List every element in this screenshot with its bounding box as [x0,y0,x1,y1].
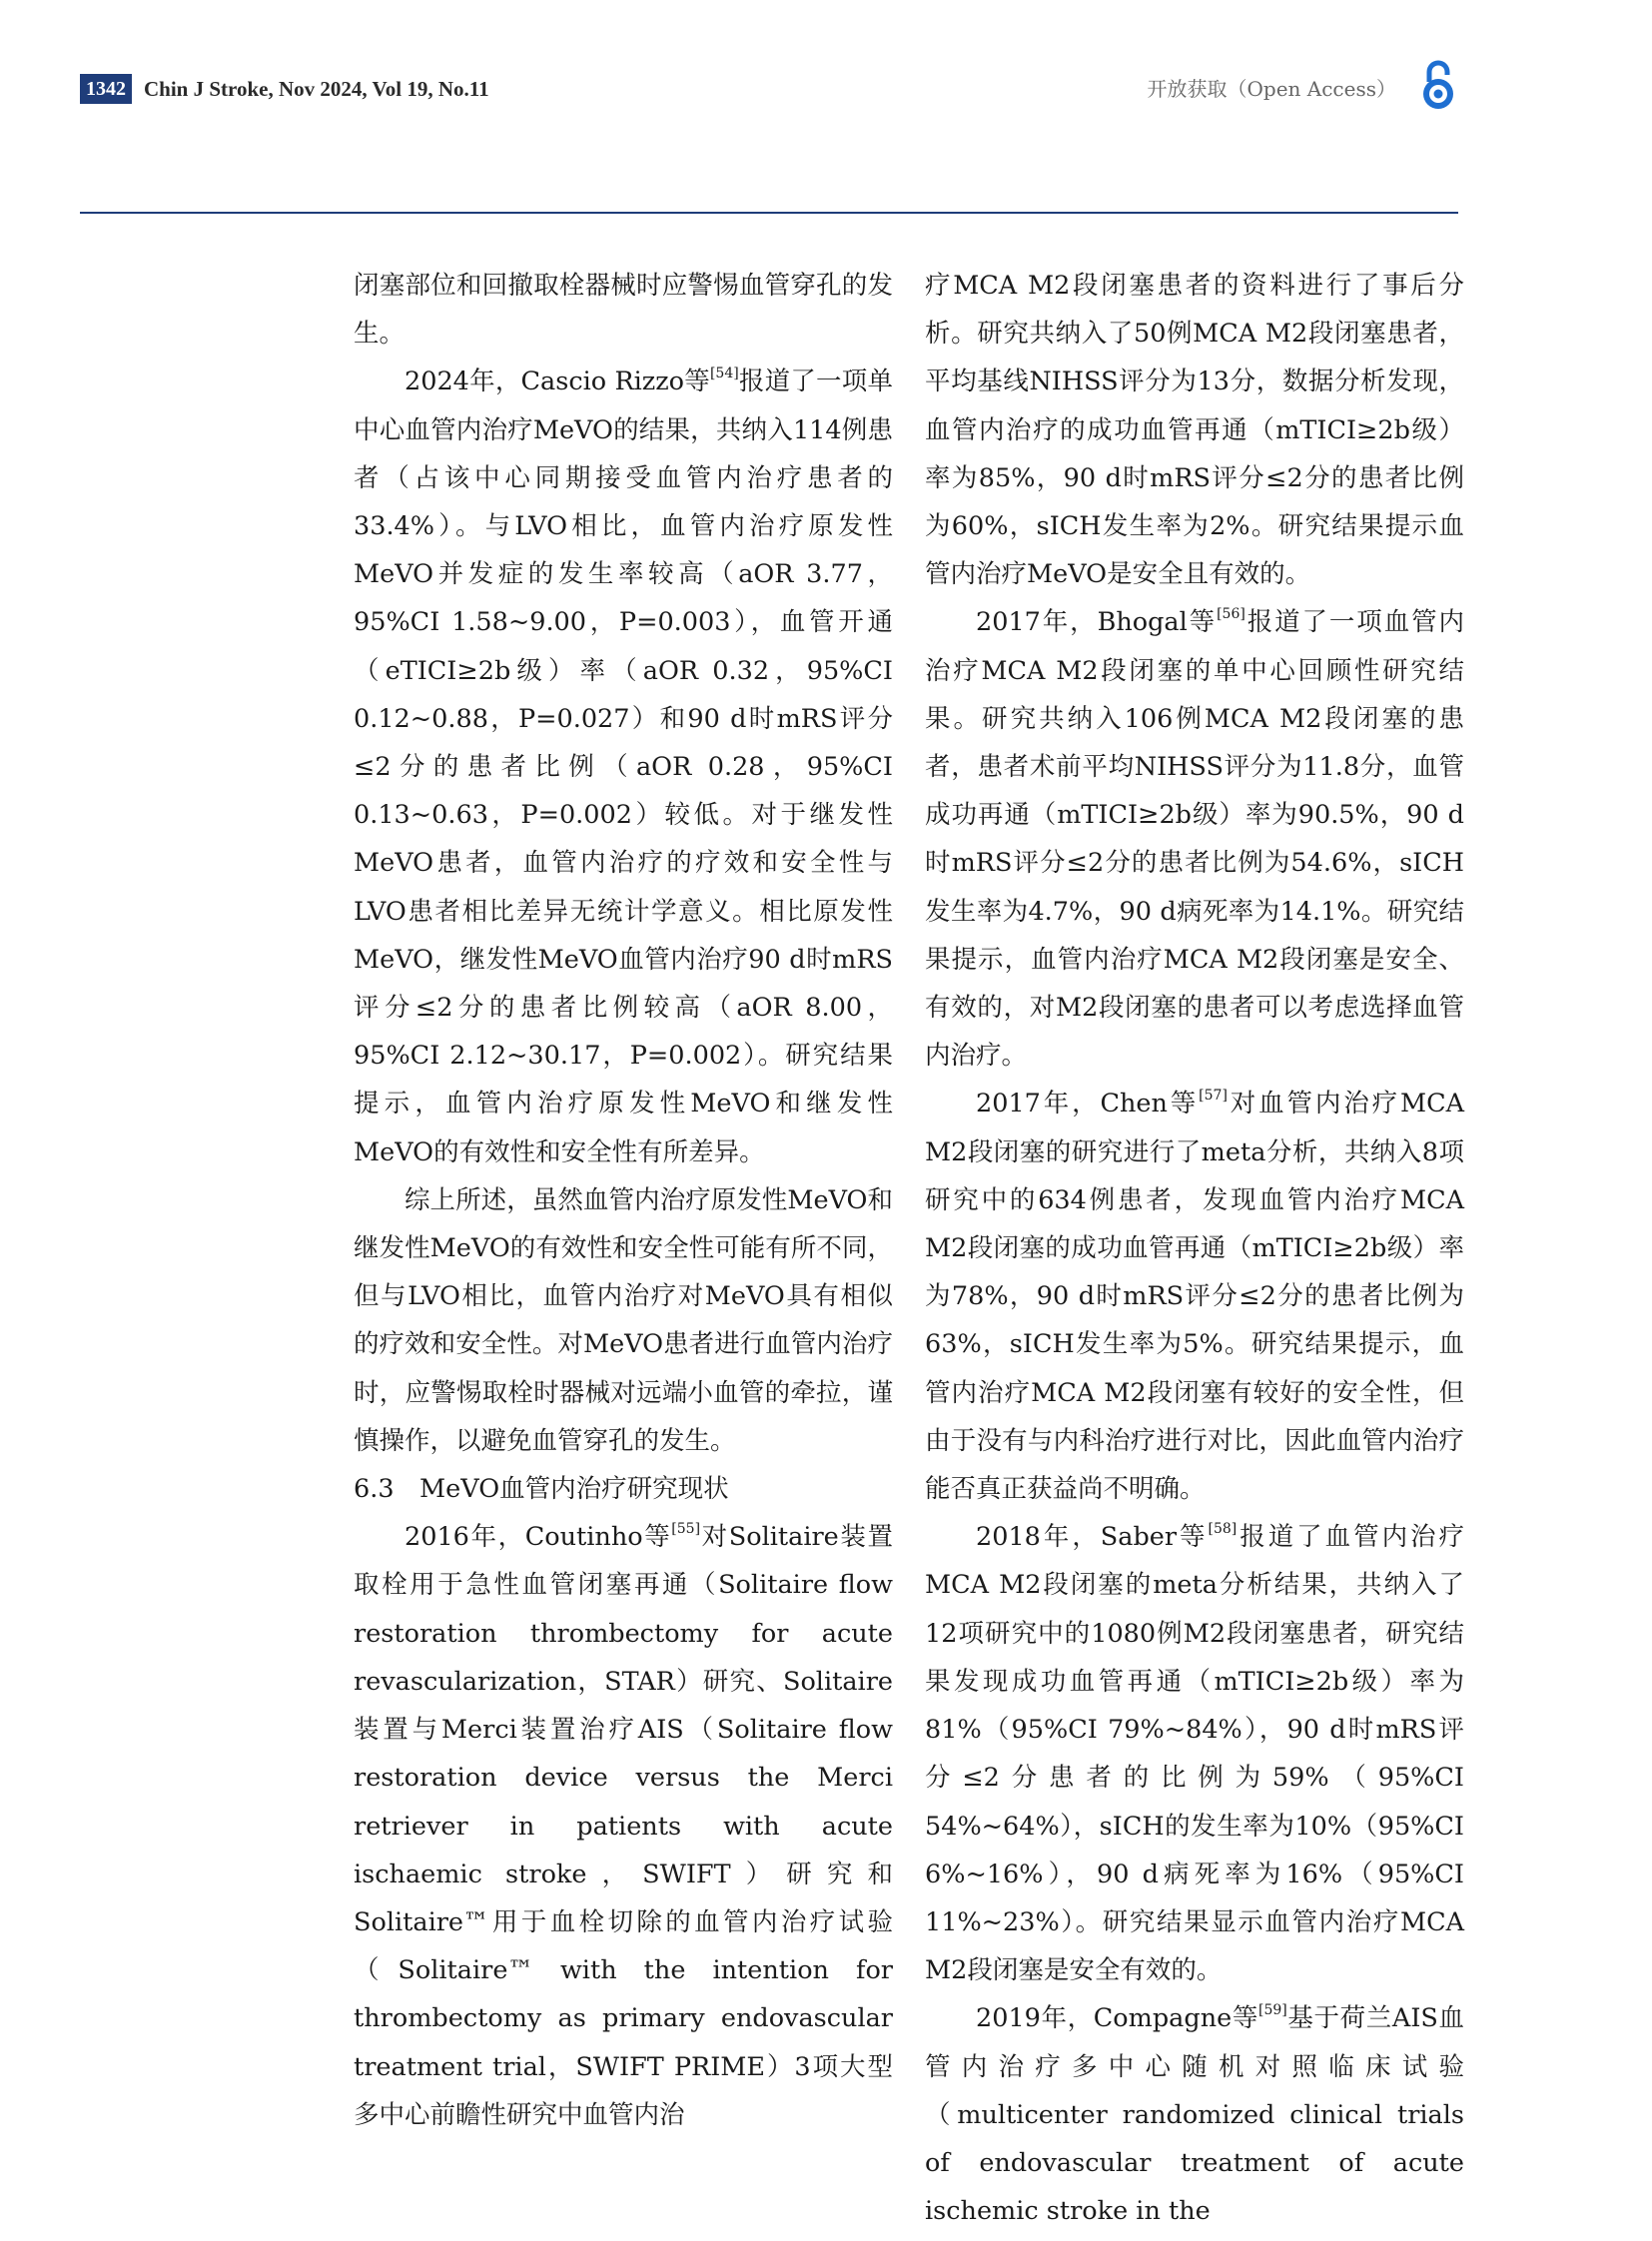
right-column [925,262,1464,2235]
citation-ref: [59] [1257,2002,1287,2019]
page-header [80,72,1458,112]
paragraph: 2017年，Bhogal等[56]报道了一项血管内治疗MCA M2段闭塞的单中心回顾性研究结果。研究共纳入106例MCA M2段闭塞的患者，患者术前平均NIHSS评分为11.8分，血管成功再通（mTICI≥2b级）率为90.5%，90 d时mRS评分≤2分的患者比例为54.6%，sICH发生率为4.7%，90 d病死率为14.1%。研究结果提示，血管内治疗MCA M2段闭塞是安全、有效的，对M2段闭塞的患者可以考虑选择血管内治疗。 [925,606,1464,1072]
paragraph: 综上所述，虽然血管内治疗原发性MeVO和继发性MeVO的有效性和安全性可能有所不同，但与LVO相比，血管内治疗对MeVO具有相似的疗效和安全性。对MeVO患者进行血管内治疗时，应警惕取栓时器械对远端小血管的牵拉，谨慎操作，以避免血管穿孔的发生。 [354,1184,893,1456]
header-rule [80,212,1458,214]
citation-ref: [58] [1208,1521,1238,1538]
paragraph: 疗MCA M2段闭塞患者的资料进行了事后分析。研究共纳入了50例MCA M2段闭塞患者，平均基线NIHSS评分为13分，数据分析发现，血管内治疗的成功血管再通（mTICI≥2b级）率为85%，90 d时mRS评分≤2分的患者比例为60%，sICH发生率为2%。研究结果提示血管内治疗MeVO是安全且有效的。 [925,271,1464,590]
citation-ref: [54] [709,366,739,382]
paragraph: 2018年，Saber等[58]报道了血管内治疗MCA M2段闭塞的meta分析结果，共纳入了12项研究中的1080例M2段闭塞患者，研究结果发现成功血管再通（mTICI≥2b级）率为81%（95%CI 79%~84%），90 d时mRS评分≤2分患者的比例为59%（95%CI 54%~64%），sICH的发生率为10%（95%CI 6%~16%），90 d病死率为16%（95%CI 11%~23%）。研究结果显示血管内治疗MCA M2段闭塞是安全有效的。 [925,1521,1464,1986]
citation-ref: [57] [1199,1088,1228,1105]
paragraph: 闭塞部位和回撤取栓器械时应警惕血管穿孔的发生。 [354,271,893,350]
paragraph: 2016年，Coutinho等[55]对Solitaire装置取栓用于急性血管闭塞再通（Solitaire flow restoration thrombectomy for acute revascularization，STAR）研究、Solitaire装置与Merci装置治疗AIS（Solitaire flow restoration device versus the Merci retriever in patients with acute ischaemic stroke，SWIFT）研究和Solitaire™用于血栓切除的血管内治疗试验（Solitaire™ with the intention for thrombectomy as primary endovascular treatment trial，SWIFT PRIME）3项大型多中心前瞻性研究中血管内治 [354,1521,893,2130]
paragraph: 2017年，Chen等[57]对血管内治疗MCA M2段闭塞的研究进行了meta分析，共纳入8项研究中的634例患者，发现血管内治疗MCA M2段闭塞的成功血管再通（mTICI≥2b级）率为78%，90 d时mRS评分≤2分的患者比例为63%，sICH发生率为5%。研究结果提示，血管内治疗MCA M2段闭塞有较好的安全性，但由于没有与内科治疗进行对比，因此血管内治疗能否真正获益尚不明确。 [925,1088,1465,1505]
open-access-lock-icon [1418,58,1458,112]
section-heading: 6.3 MeVO血管内治疗研究现状 [354,1474,729,1505]
paragraph: 2024年，Cascio Rizzo等[54]报道了一项单中心血管内治疗MeVO的结果，共纳入114例患者（占该中心同期接受血管内治疗患者的33.4%）。与LVO相比，血管内治疗原发性MeVO并发症的发生率较高（aOR 3.77，95%CI 1.58~9.00，P=0.003），血管开通（eTICI≥2b级）率（aOR 0.32，95%CI 0.12~0.88，P=0.027）和90 d时mRS评分≤2分的患者比例（aOR 0.28，95%CI 0.13~0.63，P=0.002）较低。对于继发性MeVO患者，血管内治疗的疗效和安全性与LVO患者相比差异无统计学意义。相比原发性MeVO，继发性MeVO血管内治疗90 d时mRS评分≤2分的患者比例较高（aOR 8.00，95%CI 2.12~30.17，P=0.002）。研究结果提示，血管内治疗原发性MeVO和继发性MeVO的有效性和安全性有所差异。 [354,366,893,1167]
page-number: 1342 [80,74,132,104]
left-column [354,262,893,2139]
citation-ref: [56] [1217,606,1245,623]
paragraph: 2019年，Compagne等[59]基于荷兰AIS血管内治疗多中心随机对照临床试验（multicenter randomized clinical trials of endovascular treatment of acute ischemic stroke in the [925,2002,1464,2227]
citation-ref: [55] [671,1521,701,1538]
open-access-label: 开放获取（Open Access） [1147,77,1396,101]
journal-citation: Chin J Stroke, Nov 2024, Vol 19, No.11 [144,77,489,101]
